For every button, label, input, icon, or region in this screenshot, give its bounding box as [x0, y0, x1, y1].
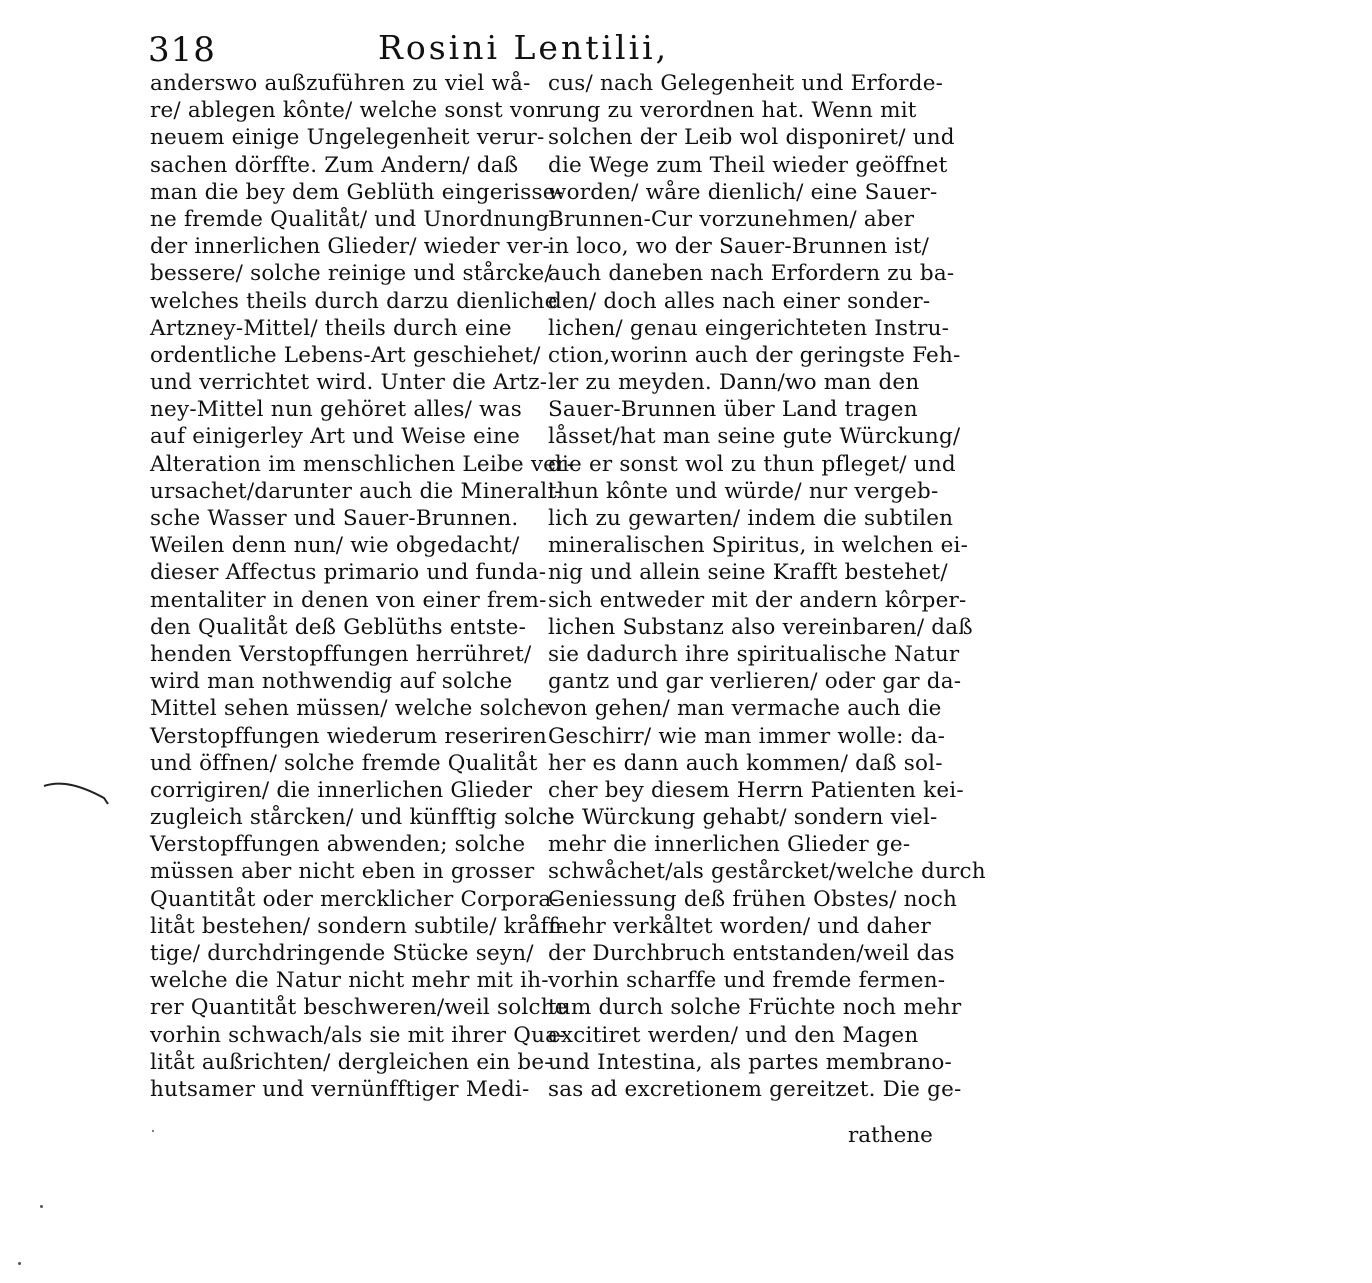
text-line: der Durchbruch entstanden/weil das	[548, 941, 955, 966]
text-line: corrigiren/ die innerlichen Glieder	[150, 777, 533, 803]
left-text-column	[150, 70, 575, 1103]
text-line: von gehen/ man vermache auch die	[548, 696, 942, 722]
text-line: dieser Affectus primario und funda-	[150, 560, 547, 586]
text-line: der innerlichen Glieder/ wieder ver-	[150, 234, 550, 260]
text-line: zugleich stårcken/ und künfftig solche	[150, 805, 575, 831]
margin-ink-stroke	[42, 778, 112, 808]
text-line: anderswo außzuführen zu viel wå-	[150, 71, 531, 96]
text-line: mentaliter in denen von einer frem-	[150, 587, 547, 613]
text-line: rung zu verordnen hat. Wenn mit	[548, 98, 917, 124]
text-line: litåt bestehen/ sondern subtile/ kråff-	[150, 913, 564, 939]
text-line: Mittel sehen müssen/ welche solche	[150, 696, 551, 722]
text-line: welche die Natur nicht mehr mit ih-	[150, 968, 549, 994]
text-line: man die bey dem Geblüth eingerisse-	[150, 179, 564, 205]
text-line: auf einigerley Art und Weise eine	[150, 424, 521, 450]
text-line: lich zu gewarten/ indem die subtilen	[548, 506, 954, 531]
text-line: ne fremde Qualitåt/ und Unordnung	[150, 206, 550, 232]
text-line: mineralischen Spiritus, in welchen ei-	[548, 533, 969, 559]
text-line: henden Verstopffungen herrühret/	[150, 641, 532, 667]
text-line: hutsamer und vernünfftiger Medi-	[150, 1076, 530, 1102]
text-line: thun kônte und würde/ nur vergeb-	[548, 478, 939, 504]
text-line: låsset/hat man seine gute Würckung/	[548, 424, 961, 450]
text-line: ursachet/darunter auch die Minerali-	[150, 478, 562, 504]
text-line: sas ad excretionem gereitzet. Die ge-	[548, 1076, 962, 1102]
text-line: welches theils durch darzu dienliche	[150, 288, 558, 314]
text-line: excitiret werden/ und den Magen	[548, 1022, 919, 1048]
text-line: in loco, wo der Sauer-Brunnen ist/	[548, 234, 930, 260]
text-line: wird man nothwendig auf solche	[150, 669, 513, 695]
text-line: die Wege zum Theil wieder geöffnet	[548, 152, 948, 178]
text-line: gantz und gar verlieren/ oder gar da-	[548, 669, 962, 695]
text-line: schwåchet/als gestårcket/welche durch	[548, 859, 986, 885]
text-line: re/ ablegen kônte/ welche sonst von	[150, 98, 550, 124]
text-line: neuem einige Ungelegenheit verur-	[150, 125, 545, 151]
text-line: solchen der Leib wol disponiret/ und	[548, 125, 955, 151]
text-line: rer Quantitåt beschweren/weil solche	[150, 995, 568, 1021]
text-line: ordentliche Lebens-Art geschiehet/	[150, 342, 541, 368]
text-line: Weilen denn nun/ wie obgedacht/	[150, 533, 520, 559]
text-line: Verstopffungen abwenden; solche	[150, 832, 526, 858]
text-line: lichen/ genau eingerichteten Instru-	[548, 315, 950, 341]
text-line: tum durch solche Früchte noch mehr	[548, 995, 962, 1021]
text-line: und Intestina, als partes membrano-	[548, 1049, 952, 1075]
text-line: vorhin scharffe und fremde fermen-	[548, 968, 946, 994]
paper-speck	[40, 1205, 43, 1208]
text-line: Brunnen-Cur vorzunehmen/ aber	[548, 206, 915, 232]
text-line: lichen Substanz also vereinbaren/ daß	[548, 614, 973, 640]
text-line: den/ doch alles nach einer sonder-	[548, 288, 931, 314]
text-line: und verrichtet wird. Unter die Artz-	[150, 370, 548, 396]
paper-speck	[152, 1130, 154, 1132]
text-line: her es dann auch kommen/ daß sol-	[548, 750, 943, 776]
catchword: rathene	[848, 1123, 933, 1148]
page-number: 318	[148, 30, 216, 70]
text-line: Artzney-Mittel/ theils durch eine	[150, 315, 512, 341]
text-line: cus/ nach Gelegenheit und Erforde-	[548, 71, 944, 96]
text-line: bessere/ solche reinige und stårcke/	[150, 261, 552, 287]
text-line: ne Würckung gehabt/ sondern viel-	[548, 805, 938, 831]
text-line: vorhin schwach/als sie mit ihrer Qua-	[150, 1022, 566, 1048]
text-line: mehr die innerlichen Glieder ge-	[548, 832, 911, 858]
running-head: Rosini Lentilii,	[378, 28, 670, 67]
text-line: sche Wasser und Sauer-Brunnen.	[150, 506, 519, 531]
text-line: worden/ wåre dienlich/ eine Sauer-	[548, 179, 938, 205]
text-line: auch daneben nach Erfordern zu ba-	[548, 261, 955, 287]
text-line: Sauer-Brunnen über Land tragen	[548, 397, 918, 423]
text-line: litåt außrichten/ dergleichen ein be-	[150, 1049, 552, 1075]
text-line: den Qualitåt deß Geblüths entste-	[150, 614, 527, 640]
text-line: nig und allein seine Krafft bestehet/	[548, 560, 948, 586]
text-line: und öffnen/ solche fremde Qualitåt	[150, 750, 538, 776]
text-line: Geschirr/ wie man immer wolle: da-	[548, 723, 946, 749]
text-line: cher bey diesem Herrn Patienten kei-	[548, 777, 964, 803]
text-line: ler zu meyden. Dann/wo man den	[548, 370, 920, 396]
paper-speck	[18, 1262, 21, 1265]
text-line: mehr verkåltet worden/ und daher	[548, 913, 931, 939]
text-line: tige/ durchdringende Stücke seyn/	[150, 941, 534, 966]
text-line: sachen dörffte. Zum Andern/ daß	[150, 152, 519, 178]
text-line: sich entweder mit der andern kôrper-	[548, 587, 967, 613]
text-line: Geniessung deß frühen Obstes/ noch	[548, 886, 958, 912]
text-line: Alteration im menschlichen Leibe ver-	[150, 451, 575, 477]
text-line: sie dadurch ihre spiritualische Natur	[548, 641, 960, 667]
text-line: Verstopffungen wiederum reseriren	[150, 723, 547, 749]
text-line: Quantitåt oder mercklicher Corpora-	[150, 886, 559, 912]
right-text-column	[548, 70, 986, 1103]
text-line: ction,worinn auch der geringste Feh-	[548, 342, 961, 368]
text-line: ney-Mittel nun gehöret alles/ was	[150, 397, 522, 423]
text-line: müssen aber nicht eben in grosser	[150, 859, 535, 885]
text-line: die er sonst wol zu thun pfleget/ und	[548, 451, 956, 477]
